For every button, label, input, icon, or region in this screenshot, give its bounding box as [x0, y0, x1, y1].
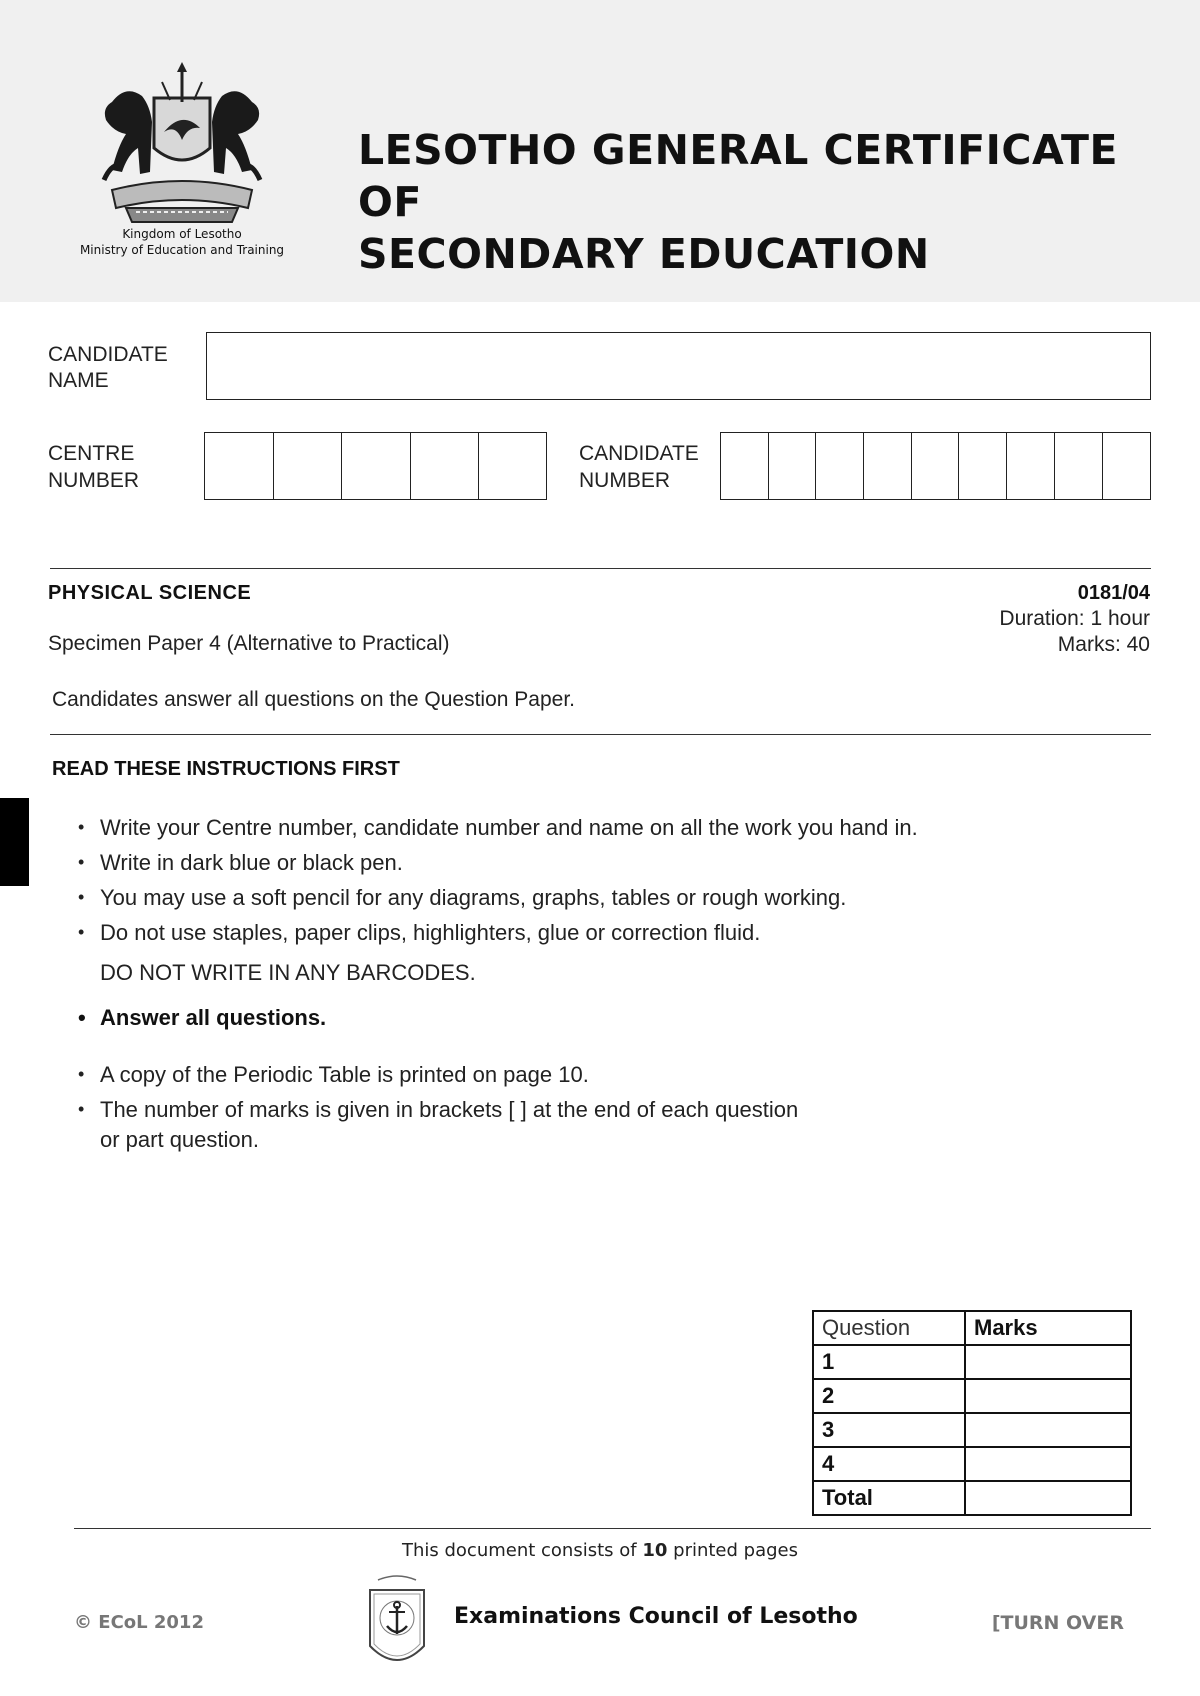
instructions-list [78, 810, 1078, 950]
marks-cell[interactable] [965, 1447, 1131, 1481]
page-count-suffix: printed pages [673, 1540, 798, 1561]
page-count-note [0, 1540, 1200, 1561]
candidate-name-label-line2: NAME [48, 369, 109, 392]
candidate-name-label [48, 342, 168, 394]
footer-divider [74, 1528, 1151, 1529]
candidate-number-digit-box[interactable] [864, 433, 912, 499]
instructions-list-2 [78, 1057, 1078, 1127]
centre-number-boxes [204, 432, 547, 500]
table-header-row [813, 1311, 1131, 1345]
candidate-number-digit-box[interactable] [1103, 433, 1150, 499]
margin-marker [0, 798, 29, 886]
question-number: 1 [813, 1345, 965, 1379]
turn-over-label: [TURN OVER [991, 1612, 1124, 1634]
candidate-number-digit-box[interactable] [912, 433, 959, 499]
no-barcodes-notice: DO NOT WRITE IN ANY BARCODES. [100, 960, 476, 985]
centre-number-digit-box[interactable] [342, 433, 411, 499]
centre-number-label-line2: NUMBER [48, 469, 140, 492]
candidate-number-label-line1: CANDIDATE [579, 442, 699, 465]
page-count-number: 10 [642, 1540, 668, 1561]
lesotho-coat-of-arms-icon [92, 62, 272, 230]
marks-cell[interactable] [965, 1345, 1131, 1379]
candidate-number-digit-box[interactable] [1007, 433, 1055, 499]
question-number: 4 [813, 1447, 965, 1481]
instruction-item-continuation: or part question. [100, 1127, 259, 1152]
candidate-number-digit-box[interactable] [816, 433, 864, 499]
copyright: © ECoL 2012 [74, 1612, 204, 1633]
centre-number-label [48, 440, 139, 494]
table-header-question: Question [813, 1311, 965, 1345]
header-band [0, 0, 1200, 302]
marks-table [812, 1310, 1132, 1516]
table-total-row [813, 1481, 1131, 1515]
candidate-number-digit-box[interactable] [1055, 433, 1103, 499]
table-row [813, 1413, 1131, 1447]
instruction-item: • Write your Centre number, candidate number and name on all the work you hand in. [78, 810, 1078, 845]
page-count-prefix: This document consists of [401, 1540, 637, 1561]
table-row [813, 1379, 1131, 1413]
marks-cell[interactable] [965, 1413, 1131, 1447]
instruction-item: • Write in dark blue or black pen. [78, 845, 1078, 880]
instructions-heading: READ THESE INSTRUCTIONS FIRST [52, 758, 400, 780]
exam-title-line1: LESOTHO GENERAL CERTIFICATE OF [358, 126, 1119, 226]
table-row [813, 1447, 1131, 1481]
centre-number-digit-box[interactable] [411, 433, 479, 499]
centre-number-label-line1: CENTRE [48, 442, 135, 465]
total-marks-cell[interactable] [965, 1481, 1131, 1515]
centre-number-digit-box[interactable] [479, 433, 546, 499]
centre-number-digit-box[interactable] [274, 433, 342, 499]
total-label: Total [813, 1481, 965, 1515]
divider [50, 734, 1151, 735]
council-name: Examinations Council of Lesotho [454, 1604, 858, 1629]
exam-title-line2: SECONDARY EDUCATION [358, 230, 930, 278]
crest-caption-ministry: Ministry of Education and Training [79, 243, 285, 257]
subject-title: PHYSICAL SCIENCE [48, 582, 252, 604]
paper-code: 0181/04 [1077, 582, 1150, 604]
crest-caption [62, 226, 302, 258]
ecol-seal-icon [362, 1574, 432, 1674]
table-header-marks: Marks [965, 1311, 1131, 1345]
marks-cell[interactable] [965, 1379, 1131, 1413]
candidate-number-digit-box[interactable] [769, 433, 816, 499]
instruction-item: • The number of marks is given in brackets [ ] at the end of each question [78, 1092, 1078, 1127]
candidate-number-digit-box[interactable] [721, 433, 769, 499]
candidate-name-label-line1: CANDIDATE [48, 343, 168, 366]
crest-caption-kingdom: Kingdom of Lesotho [122, 227, 242, 241]
answer-all-instruction: • Answer all questions. [78, 1005, 326, 1031]
centre-number-digit-box[interactable] [205, 433, 274, 499]
answer-note: Candidates answer all questions on the Question Paper. [52, 688, 576, 711]
question-number: 3 [813, 1413, 965, 1447]
candidate-number-digit-box[interactable] [959, 433, 1007, 499]
paper-title: Specimen Paper 4 (Alternative to Practical) [48, 632, 450, 655]
instruction-item: • A copy of the Periodic Table is printed on page 10. [78, 1057, 1078, 1092]
table-row [813, 1345, 1131, 1379]
exam-title [358, 124, 1158, 280]
candidate-number-label [579, 440, 699, 494]
candidate-number-label-line2: NUMBER [579, 469, 671, 492]
instruction-item: • You may use a soft pencil for any diagrams, graphs, tables or rough working. [78, 880, 1078, 915]
divider [50, 568, 1151, 569]
question-number: 2 [813, 1379, 965, 1413]
instruction-item: • Do not use staples, paper clips, highlighters, glue or correction fluid. [78, 915, 1078, 950]
paper-duration: Duration: 1 hour [999, 607, 1150, 630]
candidate-number-boxes [720, 432, 1151, 500]
paper-marks: Marks: 40 [1057, 633, 1150, 656]
candidate-name-field[interactable] [206, 332, 1151, 400]
